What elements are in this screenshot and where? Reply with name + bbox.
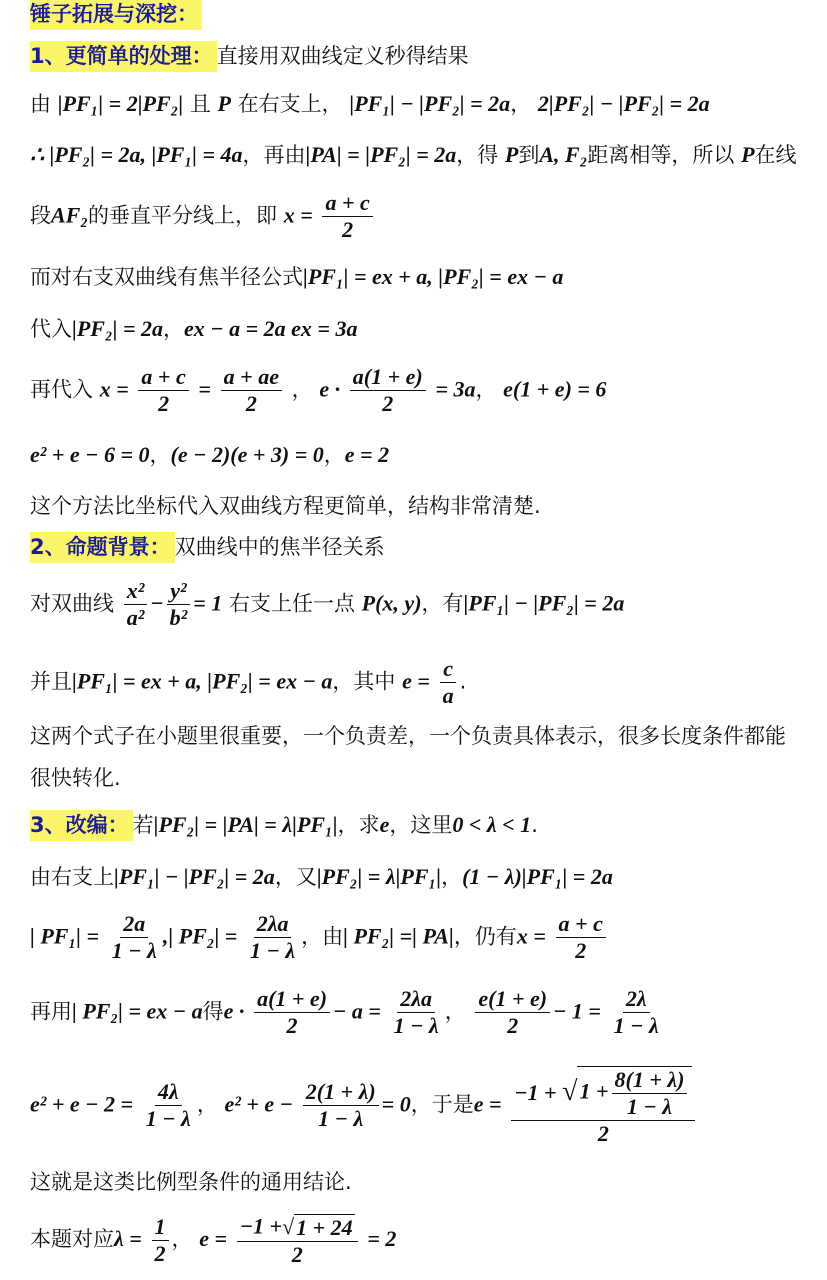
text: 在右支上， [237,92,343,116]
numerator: e(1 + e) [475,988,550,1013]
math: = 3a [435,376,476,402]
math: | PF₁| = [30,923,100,949]
text: ， [196,1092,218,1117]
math: = 2 [367,1226,397,1251]
text: 且 [189,92,211,116]
denominator: 1 − λ [613,1013,659,1038]
denominator: 2 [342,217,354,242]
text: ，有 [421,591,464,616]
text: 距离相等，所以 [587,143,735,167]
math: x = [99,376,129,402]
text: 由右支上 [30,865,114,889]
math: e(1 + e) = 6 [503,376,607,402]
line-11 [30,726,786,747]
fraction [556,913,606,962]
math: − a = [333,998,381,1024]
line-8 [30,496,541,517]
math: ,| PF₂| = [162,923,238,949]
math: −1 + [239,1213,283,1239]
line-5 [30,318,357,340]
text: ，又 [274,865,317,889]
text: 很快转化. [30,766,121,790]
text: ，于是 [410,1092,474,1117]
radical-sign: √ [282,1213,295,1239]
fraction-root [237,1214,358,1266]
math: |PF₂| = |PA| = λ|PF₁| [153,812,338,837]
numerator: 1 [152,1216,169,1241]
fraction-root [511,1066,695,1145]
math: e · [319,376,341,402]
text: 并且 [30,669,72,694]
denominator: 1 − λ [626,1094,673,1119]
denominator: 2 [575,938,587,963]
math: x = [283,202,313,228]
text: ，仍有 [453,924,517,949]
text: ， [291,377,313,402]
numerator: 2λ [623,988,650,1013]
radicand [577,1066,692,1118]
text: . [531,813,538,837]
math: P(x, y) [361,590,422,616]
text: 对双曲线 [30,591,114,616]
radical-sign: √ [562,1076,578,1107]
math: e² + e − 6 = 0 [30,442,150,467]
math: e [379,812,390,837]
text: ， [510,92,532,116]
numerator: 4λ [155,1081,182,1106]
fraction [475,988,550,1037]
denominator: 1 − λ [111,938,157,963]
math: A, F₂ [539,142,588,167]
numerator: 2(1 + λ) [303,1081,379,1106]
math: |PA| = |PF₂| = 2a [305,142,457,167]
numerator: 8(1 + λ) [612,1069,688,1094]
numerator: 2λa [397,988,435,1013]
text: ， [171,1227,193,1251]
denominator: b² [169,605,188,630]
text: ，由 [301,924,344,949]
math: (e − 2)(e + 3) = 0 [170,442,324,467]
denominator: 2 [507,1013,519,1038]
line-16 [30,1066,698,1145]
line-2 [30,144,797,166]
denominator: 2 [382,391,394,416]
text: . [459,669,467,694]
text: 由 [30,92,51,116]
text: 到 [518,143,540,167]
numerator: a + c [138,366,188,391]
line-9 [30,580,624,629]
text: ， [475,377,497,402]
text: 右支上任一点 [228,591,355,616]
line-15 [30,988,665,1037]
text: ，这里 [389,813,453,837]
fraction [221,366,282,415]
section-1-header [30,46,469,67]
heading-text: 锤子拓展与深挖： [30,0,202,30]
math: e · [223,998,245,1024]
fraction [152,1213,169,1266]
math: P [504,142,519,167]
text: 若 [132,813,154,837]
denominator: a [442,683,454,708]
section-3-header [30,814,538,836]
sqrt [282,1214,355,1239]
math: |PF₂| = 2a [72,316,164,341]
section-1-label: 1、更简单的处理： [30,41,217,72]
text: 代入 [30,317,72,341]
math: |PF₁| − |PF₂| = 2a [114,864,275,889]
text: 段 [30,203,51,228]
numerator: a(1 + e) [350,366,426,391]
text: 本题对应 [30,1227,114,1251]
fraction [303,1081,379,1130]
math: e = [473,1091,502,1117]
text: 的垂直平分线上，即 [88,203,278,228]
text: ， [444,999,466,1024]
text: ， [323,443,345,467]
math: λ = [114,1226,142,1251]
numerator: 2λa [254,913,292,938]
math: 0 < λ < 1 [452,812,532,837]
text: ， [441,865,463,889]
denominator: 2 [597,1121,609,1146]
fraction [612,1069,688,1118]
denominator: 2 [158,391,170,416]
math: AF₂ [51,202,89,228]
text: ，得 [456,143,499,167]
denominator: 2 [154,1240,166,1266]
fraction [143,1081,194,1130]
section-2-title: 双曲线中的焦半径关系 [174,535,385,559]
line-6 [30,366,606,415]
line-17 [30,1172,352,1193]
denominator: 1 − λ [318,1106,364,1131]
math: 1 + [579,1078,609,1104]
denominator: 2 [291,1242,303,1267]
text: ，求 [337,813,380,837]
section-2-label: 2、命题背景： [30,532,175,563]
math: −1 + [514,1080,557,1105]
math: 2|PF₂| − |PF₂| = 2a [537,91,710,116]
fraction [440,658,457,707]
denominator: 1 − λ [393,1013,439,1038]
numerator: a + ae [221,366,282,391]
math: ex − a = 2a ex = 3a [184,316,358,341]
math: |PF₁| − |PF₂| = 2a [463,590,625,616]
numerator [237,1214,358,1242]
math: e = [402,668,430,694]
math: e = [199,1226,227,1251]
math: |PF₂| = λ|PF₁| [316,864,442,889]
line-7 [30,444,389,466]
fraction [350,366,426,415]
numerator: c [440,658,456,683]
math: | PF₂| = ex − a [72,998,203,1024]
fraction [167,580,191,629]
numerator: 2a [120,913,148,938]
denominator: a² [126,605,145,630]
line-10 [30,658,466,707]
math: (1 − λ)|PF₁| = 2a [462,864,613,889]
fraction [124,580,148,629]
fraction [109,913,160,962]
line-3 [30,192,376,241]
math: = [198,376,211,402]
fraction [254,988,330,1037]
math: ∴ |PF₂| = 2a, |PF₁| = 4a [30,142,243,167]
text: ，再由 [242,143,306,167]
fraction [138,366,188,415]
math: x = [516,923,546,949]
numerator: a + c [322,192,372,217]
section-3-label: 3、改编： [30,810,133,841]
math: − [150,590,164,616]
line-4 [30,266,563,288]
text: 在线 [754,143,797,167]
section-1-title: 直接用双曲线定义秒得结果 [216,44,469,68]
text: ， [163,317,185,341]
line-18 [30,1214,396,1266]
text: 这个方法比坐标代入双曲线方程更简单，结构非常清楚. [30,494,541,518]
text: 这就是这类比例型条件的通用结论. [30,1170,352,1194]
line-1 [30,93,710,115]
numerator: y² [167,580,189,605]
numerator [511,1066,695,1121]
text: 这两个式子在小题里很重要，一个负责差，一个负责具体表示，很多长度条件都能 [30,724,786,748]
line-12 [30,768,121,789]
fraction [322,192,372,241]
text: 而对右支双曲线有焦半径公式 [30,265,303,289]
math: |PF₁| = 2|PF₂| [57,91,184,116]
denominator: 2 [245,391,257,416]
math: |PF₁| = ex + a, |PF₂| = ex − a [72,668,333,694]
denominator: 2 [286,1013,298,1038]
text: ， [149,443,171,467]
text: ，其中 [332,669,396,694]
numerator: a + c [556,913,606,938]
fraction [247,913,298,962]
math: |PF₁| = ex + a, |PF₂| = ex − a [303,264,564,289]
math: e = 2 [344,442,390,467]
math: |PF₁| − |PF₂| = 2a [349,91,511,116]
sqrt [562,1066,692,1118]
line-14 [30,913,609,962]
math: | PF₂| =| PA| [343,923,454,949]
text: 再代入 [30,377,93,402]
math: e² + e − 2 = [30,1091,134,1117]
line-13 [30,866,613,888]
math: − 1 = [553,998,601,1024]
section-2-header [30,537,385,558]
numerator: a(1 + e) [254,988,330,1013]
math: e² + e − [224,1091,294,1117]
math: = 0 [381,1091,411,1117]
numerator: x² [124,580,148,605]
radicand: 1 + 24 [296,1215,353,1240]
math: P [741,142,755,167]
fraction [391,988,442,1037]
math: P [217,91,231,116]
page-heading [30,4,202,25]
text: 再用 [30,999,72,1024]
text: 得 [202,999,224,1024]
math: = 1 [193,590,223,616]
denominator: 1 − λ [250,938,296,963]
fraction [611,988,662,1037]
denominator: 1 − λ [145,1106,191,1131]
